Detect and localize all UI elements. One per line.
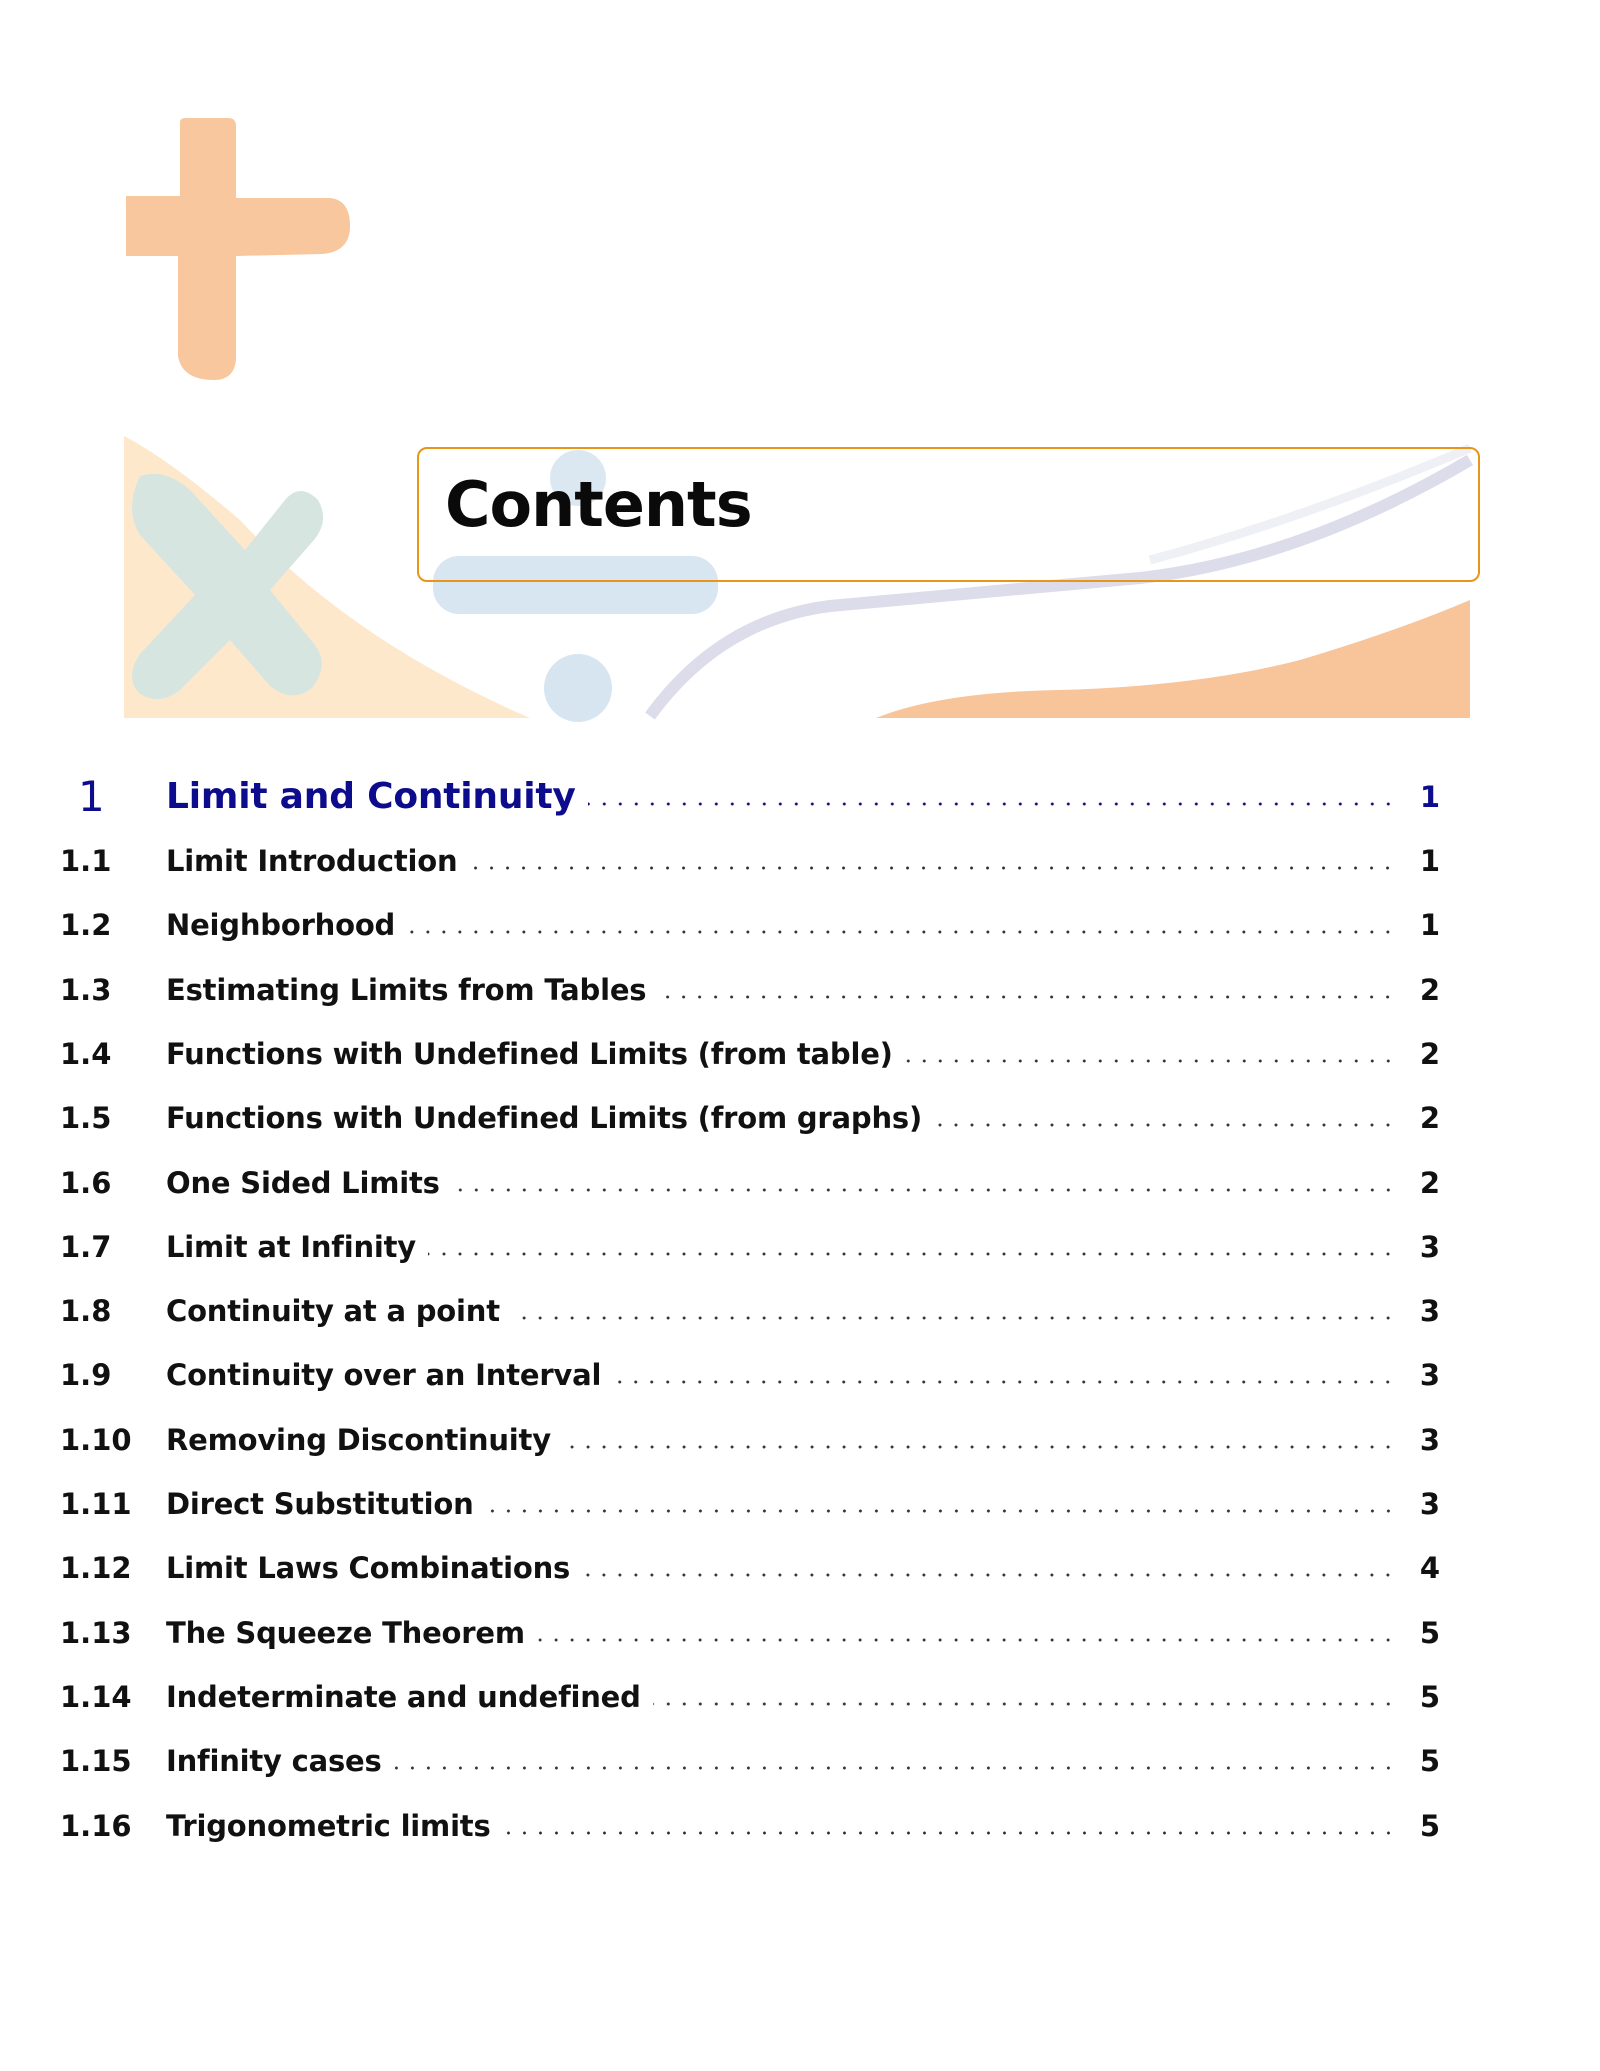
contents-title-box xyxy=(417,447,1480,582)
chapter-number: 1 xyxy=(78,772,105,821)
section-number: 1.5 xyxy=(60,1101,112,1136)
toc-section-row[interactable] xyxy=(60,1482,1440,1526)
section-number: 1.4 xyxy=(60,1036,112,1071)
section-page-number: 3 xyxy=(1419,1422,1440,1457)
dot-leader xyxy=(905,1059,1396,1063)
dot-leader xyxy=(653,1702,1396,1706)
toc-section-row[interactable] xyxy=(60,1418,1440,1462)
dot-leader xyxy=(486,1509,1396,1513)
section-number: 1.12 xyxy=(60,1551,132,1586)
section-page-number: 3 xyxy=(1419,1487,1440,1521)
dot-leader xyxy=(658,995,1396,999)
toc-section-row[interactable] xyxy=(60,1675,1440,1719)
section-title: The Squeeze Theorem xyxy=(166,1615,525,1650)
toc-section-row[interactable] xyxy=(60,1225,1440,1269)
section-page-number: 1 xyxy=(1419,844,1440,878)
section-page-number: 2 xyxy=(1419,1165,1440,1200)
section-page-number: 3 xyxy=(1419,1294,1440,1329)
dot-leader xyxy=(394,1766,1396,1770)
section-number: 1.15 xyxy=(60,1744,132,1779)
section-number: 1.16 xyxy=(60,1808,132,1843)
dot-leader xyxy=(503,1831,1396,1835)
toc-section-row[interactable] xyxy=(60,1161,1440,1205)
chapter-title: Limit and Continuity xyxy=(166,776,576,817)
section-page-number: 5 xyxy=(1419,1808,1440,1843)
section-title: Removing Discontinuity xyxy=(166,1422,551,1457)
toc-section-row[interactable] xyxy=(60,1546,1440,1590)
section-title: Limit Laws Combinations xyxy=(166,1551,571,1586)
dot-leader xyxy=(537,1638,1396,1642)
section-title: Continuity over an Interval xyxy=(166,1358,602,1393)
section-number: 1.10 xyxy=(60,1422,132,1457)
header-decoration xyxy=(0,0,1600,740)
plus-sign-icon xyxy=(126,118,350,380)
section-page-number: 4 xyxy=(1419,1551,1440,1586)
section-number: 1.8 xyxy=(60,1294,112,1329)
section-title: Functions with Undefined Limits (from table) xyxy=(166,1036,893,1071)
section-title: Neighborhood xyxy=(166,908,396,943)
section-page-number: 5 xyxy=(1419,1615,1440,1650)
dot-leader xyxy=(588,802,1396,806)
section-title: Estimating Limits from Tables xyxy=(166,972,647,1007)
toc-section-row[interactable] xyxy=(60,1611,1440,1655)
dot-leader xyxy=(428,1252,1396,1256)
toc-section-row[interactable] xyxy=(60,1096,1440,1140)
section-number: 1.9 xyxy=(60,1358,112,1393)
section-title: Direct Substitution xyxy=(166,1487,474,1521)
toc-section-row[interactable] xyxy=(60,1032,1440,1076)
section-title: Trigonometric limits xyxy=(166,1808,491,1843)
section-number: 1.13 xyxy=(60,1615,132,1650)
section-page-number: 2 xyxy=(1419,1101,1440,1136)
section-page-number: 5 xyxy=(1419,1679,1440,1714)
dot-leader xyxy=(563,1445,1396,1449)
section-title: Indeterminate and undefined xyxy=(166,1679,641,1714)
page-title: Contents xyxy=(445,468,752,541)
dot-leader xyxy=(613,1380,1396,1384)
section-number: 1.7 xyxy=(60,1229,112,1264)
section-number: 1.3 xyxy=(60,972,112,1007)
toc-section-row[interactable] xyxy=(60,839,1440,883)
toc-section-row[interactable] xyxy=(60,1289,1440,1333)
toc-section-row[interactable] xyxy=(60,968,1440,1012)
section-title: Infinity cases xyxy=(166,1744,382,1779)
dot-leader xyxy=(582,1573,1396,1577)
section-title: Continuity at a point xyxy=(166,1294,500,1329)
section-number: 1.6 xyxy=(60,1165,112,1200)
section-page-number: 5 xyxy=(1419,1744,1440,1779)
toc-chapter-1[interactable] xyxy=(60,772,1440,821)
section-page-number: 2 xyxy=(1419,972,1440,1007)
toc-section-row[interactable] xyxy=(60,1804,1440,1848)
chapter-page-number: 1 xyxy=(1419,780,1440,814)
section-number: 1.2 xyxy=(60,908,112,943)
section-page-number: 2 xyxy=(1419,1036,1440,1071)
section-title: Limit Introduction xyxy=(166,844,458,878)
toc-section-row[interactable] xyxy=(60,1739,1440,1783)
section-page-number: 3 xyxy=(1419,1229,1440,1264)
section-number: 1.1 xyxy=(60,844,112,878)
toc-section-row[interactable] xyxy=(60,1353,1440,1397)
section-number: 1.14 xyxy=(60,1679,132,1714)
section-title: One Sided Limits xyxy=(166,1165,440,1200)
section-title: Limit at Infinity xyxy=(166,1229,417,1264)
section-page-number: 1 xyxy=(1419,908,1440,943)
section-number: 1.11 xyxy=(60,1487,132,1521)
section-page-number: 3 xyxy=(1419,1358,1440,1393)
wave-shape xyxy=(876,600,1470,718)
section-title: Functions with Undefined Limits (from graphs) xyxy=(166,1101,923,1136)
dot-leader xyxy=(512,1316,1396,1320)
toc-section-row[interactable] xyxy=(60,903,1440,947)
dot-leader xyxy=(452,1188,1396,1192)
dot-leader xyxy=(934,1123,1396,1127)
dot-leader xyxy=(407,930,1396,934)
dot-leader xyxy=(469,866,1396,870)
